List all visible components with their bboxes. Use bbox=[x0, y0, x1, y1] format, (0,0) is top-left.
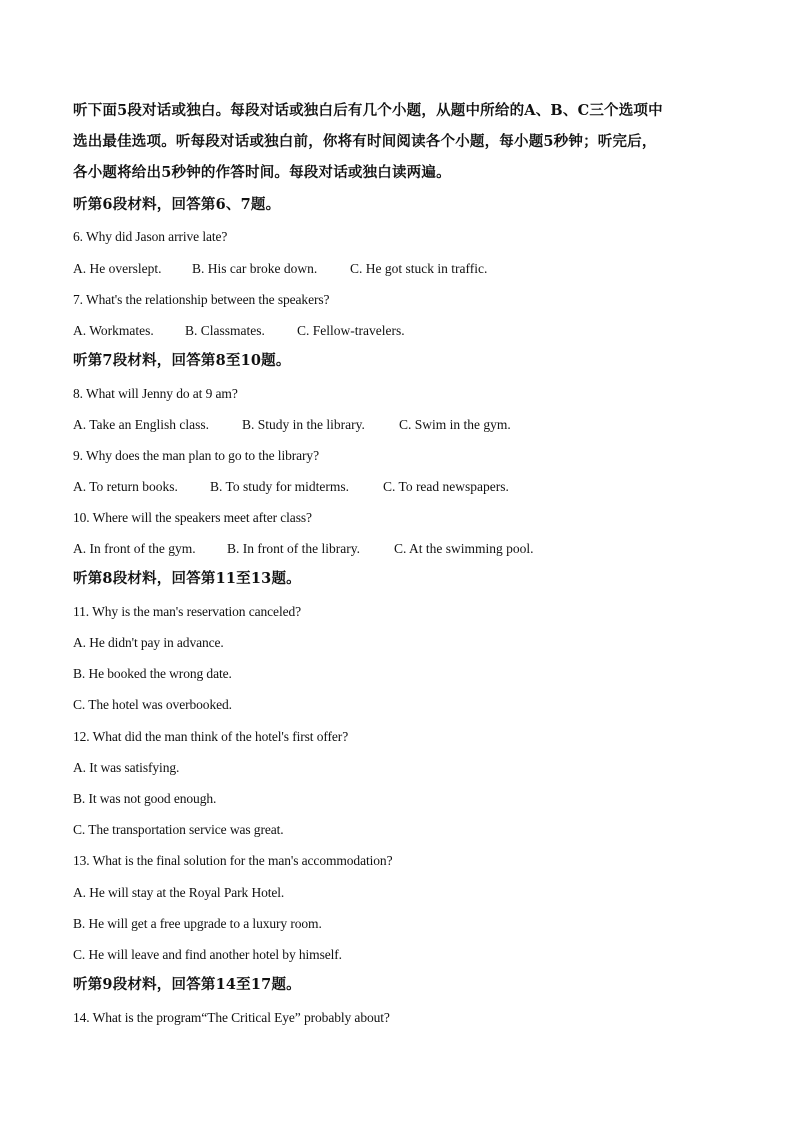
option-6-a: A. He overslept. bbox=[73, 261, 162, 276]
option-9-c: C. To read newspapers. bbox=[383, 479, 509, 494]
question-12: 12. What did the man think of the hotel's first offer? bbox=[73, 729, 349, 744]
option-8-c: C. Swim in the gym. bbox=[399, 417, 511, 432]
option-12-a: A. It was satisfying. bbox=[73, 760, 180, 775]
option-7-b: B. Classmates. bbox=[185, 323, 265, 338]
option-10-b: B. In front of the library. bbox=[227, 541, 360, 556]
option-13-b: B. He will get a free upgrade to a luxury room. bbox=[73, 916, 322, 931]
option-12-c: C. The transportation service was great. bbox=[73, 822, 284, 837]
option-8-b: B. Study in the library. bbox=[242, 417, 365, 432]
option-11-b: B. He booked the wrong date. bbox=[73, 666, 232, 681]
option-6-b: B. His car broke down. bbox=[192, 261, 318, 276]
option-7-c: C. Fellow-travelers. bbox=[297, 323, 405, 338]
section-heading-7: 听第7段材料，回答第8至10题。 bbox=[73, 352, 291, 369]
instructions-line-1: 听下面5段对话或独白。每段对话或独白后有几个小题，从题中所给的A、B、C三个选项中 bbox=[73, 102, 663, 119]
question-10: 10. Where will the speakers meet after class? bbox=[73, 510, 312, 525]
option-10-a: A. In front of the gym. bbox=[73, 541, 196, 556]
option-13-c: C. He will leave and find another hotel by himself. bbox=[73, 947, 342, 962]
question-8: 8. What will Jenny do at 9 am? bbox=[73, 386, 238, 401]
option-7-a: A. Workmates. bbox=[73, 323, 154, 338]
option-9-b: B. To study for midterms. bbox=[210, 479, 350, 494]
option-11-a: A. He didn't pay in advance. bbox=[73, 635, 224, 650]
question-13: 13. What is the final solution for the man's accommodation? bbox=[73, 853, 393, 868]
option-13-a: A. He will stay at the Royal Park Hotel. bbox=[73, 885, 285, 900]
option-6-c: C. He got stuck in traffic. bbox=[350, 261, 488, 276]
question-7: 7. What's the relationship between the speakers? bbox=[73, 292, 330, 307]
option-11-c: C. The hotel was overbooked. bbox=[73, 697, 232, 712]
section-heading-8: 听第8段材料，回答第11至13题。 bbox=[73, 570, 301, 587]
option-12-b: B. It was not good enough. bbox=[73, 791, 217, 806]
option-10-c: C. At the swimming pool. bbox=[394, 541, 534, 556]
question-9: 9. Why does the man plan to go to the library? bbox=[73, 448, 319, 463]
section-heading-9: 听第9段材料，回答第14至17题。 bbox=[73, 976, 301, 993]
question-6: 6. Why did Jason arrive late? bbox=[73, 229, 228, 244]
option-8-a: A. Take an English class. bbox=[73, 417, 210, 432]
option-9-a: A. To return books. bbox=[73, 479, 178, 494]
instructions-line-3: 各小题将给出5秒钟的作答时间。每段对话或独白读两遍。 bbox=[73, 164, 451, 181]
instructions-line-2: 选出最佳选项。听每段对话或独白前，你将有时间阅读各个小题，每小题5秒钟；听完后， bbox=[73, 133, 657, 150]
question-11: 11. Why is the man's reservation canceled? bbox=[73, 604, 302, 619]
section-heading-6: 听第6段材料，回答第6、7题。 bbox=[73, 196, 281, 213]
question-14: 14. What is the program“The Critical Eye” probably about? bbox=[73, 1010, 390, 1025]
